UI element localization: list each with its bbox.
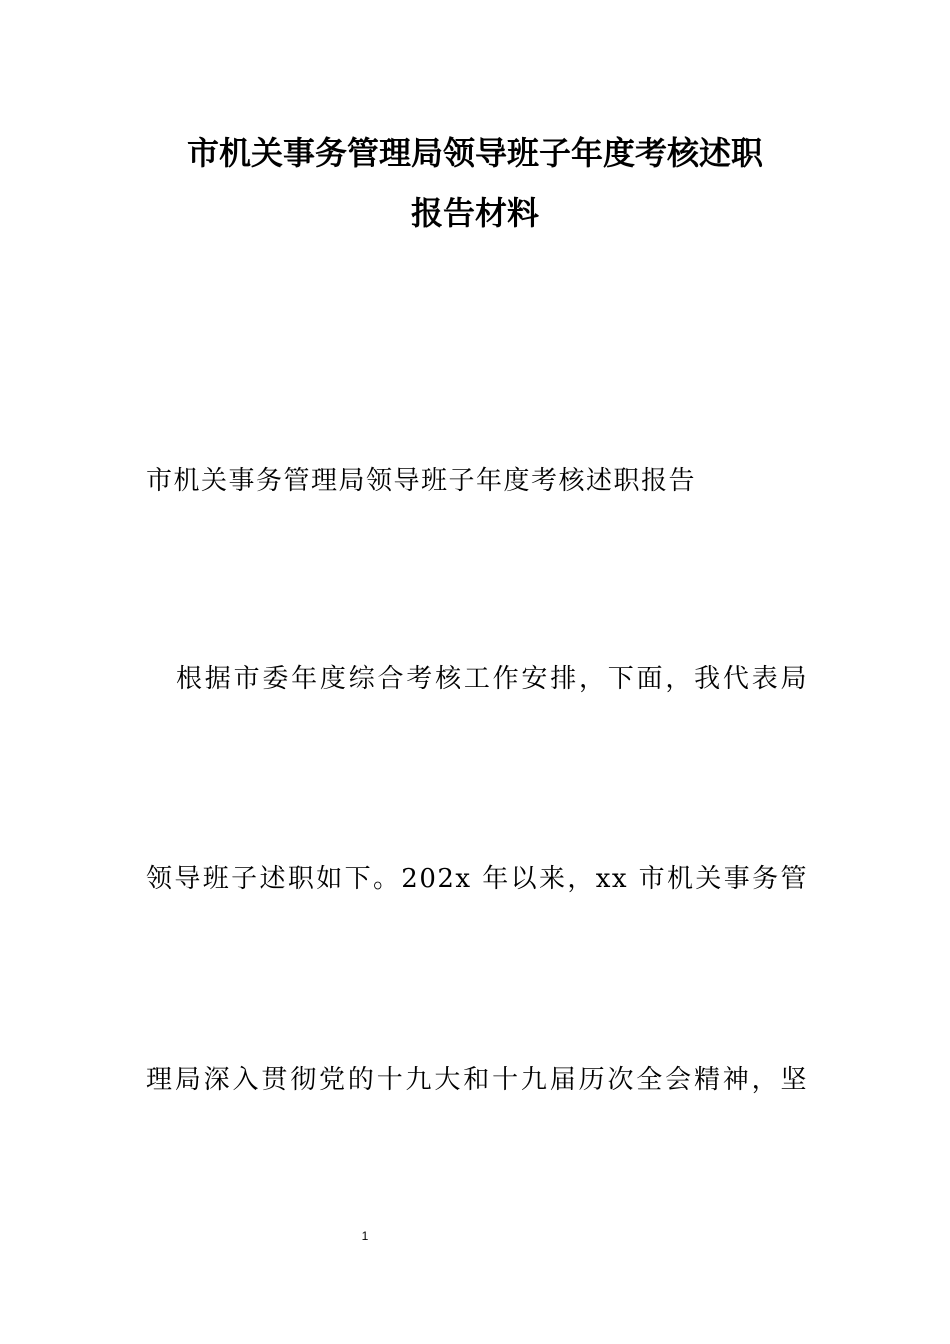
body-text-line: 理局深入贯彻党的十九大和十九届历次全会精神，坚 [146,1065,808,1095]
body-text-line: 根据市委年度综合考核工作安排，下面，我代表局 [176,664,808,694]
document-title-line-1: 市机关事务管理局领导班子年度考核述职 [186,134,763,172]
page-number: 1 [361,1229,369,1243]
document-title-line-2: 报告材料 [410,194,539,232]
body-text-line: 领导班子述职如下。202x 年以来，xx 市机关事务管 [146,864,808,894]
body-text-line: 市机关事务管理局领导班子年度考核述职报告 [146,466,697,496]
